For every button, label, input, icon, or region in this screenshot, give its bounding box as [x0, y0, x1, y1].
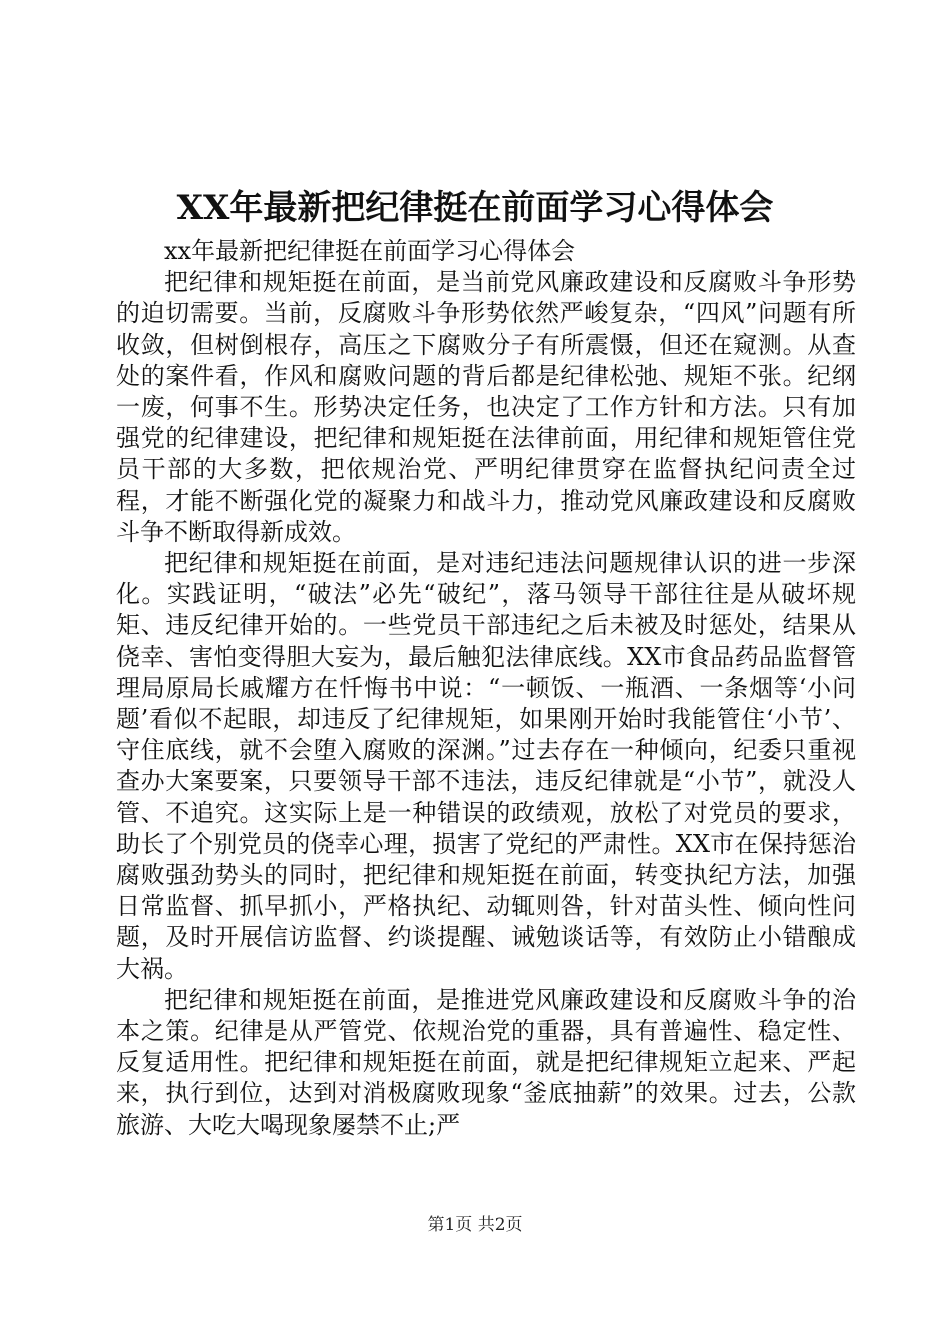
paragraph-1: 把纪律和规矩挺在前面，是当前党风廉政建设和反腐败斗争形势的迫切需要。当前，反腐败斗争形势依然严峻复杂，“四风”问题有所收敛，但树倒根存，高压之下腐败分子有所震慑，但还在窥测。从查处的案件看，作风和腐败问题的背后都是纪律松弛、规矩不张。纪纲一废，何事不生。形势决定任务，也决定了工作方针和方法。只有加强党的纪律建设，把纪律和规矩挺在法律前面，用纪律和规矩管住党员干部的大多数，把依规治党、严明纪律贯穿在监督执纪问责全过程，才能不断强化党的凝聚力和战斗力，推动党风廉政建设和反腐败斗争不断取得新成效。 [116, 268, 856, 546]
document-body [116, 236, 856, 1141]
paragraph-2: 把纪律和规矩挺在前面，是对违纪违法问题规律认识的进一步深化。实践证明，“破法”必先“破纪”，落马领导干部往往是从破坏规矩、违反纪律开始的。一些党员干部违纪之后未被及时惩处，结果从侥幸、害怕变得胆大妄为，最后触犯法律底线。XX市食品药品监督管理局原局长戚耀方在忏悔书中说：“一顿饭、一瓶酒、一条烟等‘小问题’看似不起眼，却违反了纪律规矩，如果刚开始时我能管住‘小节’、守住底线，就不会堕入腐败的深渊。”过去存在一种倾向，纪委只重视查办大案要案，只要领导干部不违法，违反纪律就是“小节”，就没人管、不追究。这实际上是一种错误的政绩观，放松了对党员的要求，助长了个别党员的侥幸心理，损害了党纪的严肃性。XX市在保持惩治腐败强劲势头的同时，把纪律和规矩挺在前面，转变执纪方法，加强日常监督、抓早抓小，严格执纪、动辄则咎，针对苗头性、倾向性问题，及时开展信访监督、约谈提醒、诫勉谈话等，有效防止小错酿成大祸。 [116, 549, 856, 983]
page-footer: 第1页 共2页 [427, 1215, 523, 1235]
paragraph-3: 把纪律和规矩挺在前面，是推进党风廉政建设和反腐败斗争的治本之策。纪律是从严管党、依规治党的重器，具有普遍性、稳定性、反复适用性。把纪律和规矩挺在前面，就是把纪律规矩立起来、严起来，执行到位，达到对消极腐败现象“釜底抽薪”的效果。过去，公款旅游、大吃大喝现象屡禁不止;严 [116, 985, 856, 1139]
document-subtitle: xx年最新把纪律挺在前面学习心得体会 [164, 237, 576, 265]
document-title: XX年最新把纪律挺在前面学习心得体会 [176, 188, 774, 228]
